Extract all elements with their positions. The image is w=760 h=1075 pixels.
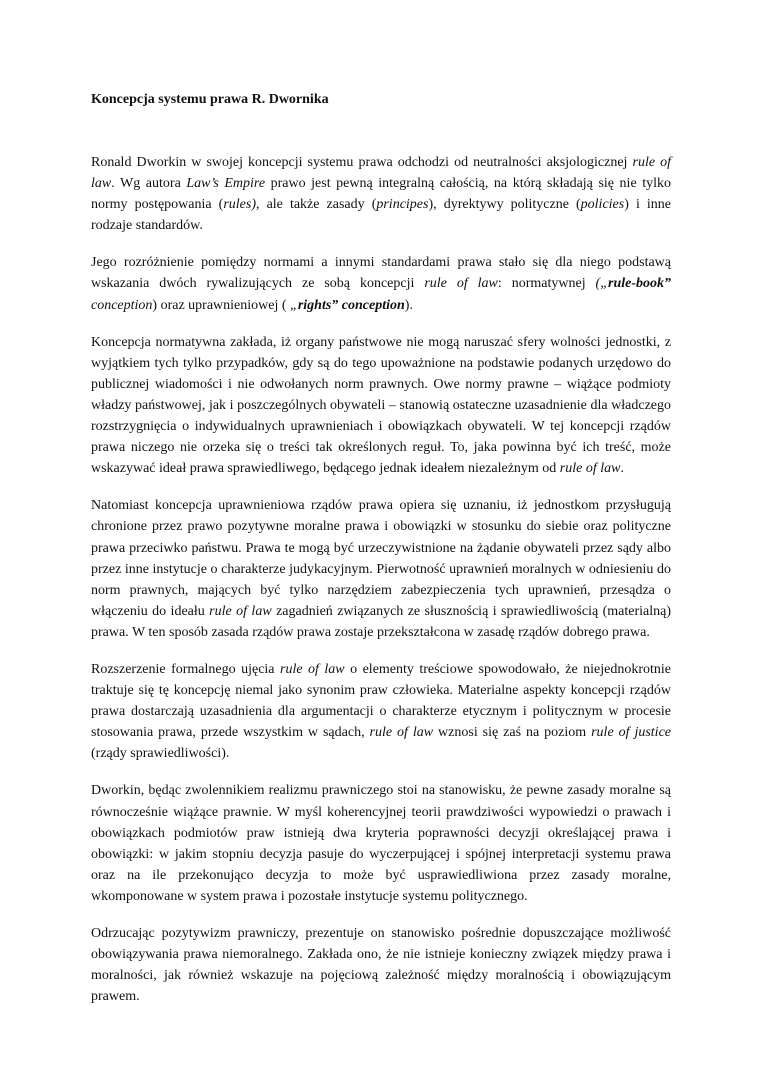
emphasized-text: Law’s Empire bbox=[186, 176, 266, 192]
text-run: . bbox=[620, 461, 624, 477]
text-run: prawo jest pewną integralną całością, na którą składają się nie tylko normy postępowania ( bbox=[91, 176, 671, 213]
emphasized-text: rule of law bbox=[559, 461, 621, 477]
emphasized-text: rule of law bbox=[209, 603, 272, 619]
text-run: Natomiast koncepcja uprawnieniowa rządów prawa opiera się uznaniu, iż jednostkom przysługują chronione przez prawo pozytywne moralne prawa i obowiązki w stosunku do siebie oraz polityczne prawa przeciwko państwu. Prawa te mogą być urzeczywistnione na żądanie obywateli przez sądy albo przez inne instytucje o charakterze judykacyjnym. Pierwotność uprawnień moralnych w odniesieniu do norm prawnych, mających być tylko narzędziem zabezpieczenia tych uprawnień, przesądza o włączeniu do ideału bbox=[91, 498, 671, 619]
emphasized-text: rules) bbox=[223, 197, 256, 213]
emphasized-text: rule of law bbox=[280, 661, 345, 677]
text-run: zagadnień związanych ze słusznością i sprawiedliwością (materialną) prawa. W ten sposób zasada rządów prawa zostaje przekształcona w zasadę rządów dobrego prawa. bbox=[91, 603, 671, 640]
document-body bbox=[91, 152, 671, 1023]
text-run: : normatywnej bbox=[497, 276, 596, 292]
emphasized-text: rule-book” bbox=[608, 276, 671, 292]
paragraph bbox=[91, 495, 671, 643]
paragraph bbox=[91, 252, 671, 315]
paragraph bbox=[91, 923, 671, 1007]
emphasized-text: „ bbox=[290, 297, 298, 313]
emphasized-text: („ bbox=[595, 276, 608, 292]
text-run: , ale także zasady ( bbox=[256, 197, 377, 213]
text-run: Jego rozróżnienie pomiędzy normami a innymi standardami prawa stało się dla niego podstawą wskazania dwóch rywalizujących ze sobą koncepcji bbox=[91, 255, 671, 292]
emphasized-text: rule of law bbox=[91, 155, 671, 192]
text-run: Rozszerzenie formalnego ujęcia bbox=[91, 661, 281, 677]
document-title: Koncepcja systemu prawa R. Dwornika bbox=[91, 92, 329, 107]
text-run: ). bbox=[404, 297, 413, 313]
text-run: o elementy treściowe spowodowało, że niejednokrotnie traktuje się tę koncepcję niemal jako synonim praw człowieka. Materialne aspekty koncepcji rządów prawa dostarczają uzasadnienia dla argumentacji o charakterze etycznym i politycznym w procesie stosowania prawa, przede wszystkim w sądach, bbox=[91, 661, 672, 741]
paragraph bbox=[91, 152, 671, 236]
paragraph bbox=[91, 780, 671, 907]
emphasized-text: rule of law bbox=[369, 725, 434, 741]
emphasized-text: rule of justice bbox=[591, 725, 671, 741]
text-run: Odrzucając pozytywizm prawniczy, prezentuje on stanowisko pośrednie dopuszczające możliwość obowiązywania prawa niemoralnego. Zakłada ono, że nie istnieje konieczny związek między prawa i moralności, jak również wskazuje na pojęciową zależność między moralnością i obowiązującym prawem. bbox=[91, 926, 671, 1005]
emphasized-text: conception bbox=[91, 297, 153, 313]
text-run: . Wg autora bbox=[111, 176, 187, 192]
text-run: wznosi się zaś na poziom bbox=[433, 725, 592, 741]
text-run: Koncepcja normatywna zakłada, iż organy państwowe nie mogą naruszać sfery wolności jednostki, z wyjątkiem tych tylko przypadków, gdy są do tego upoważnione na podstawie podanych urzędowo do publicznej wiadomości i nie odwołanych norm prawnych. Owe normy prawne – wiążące podmioty władzy państwowej, jak i poszczególnych obywateli – stanowią ostateczne uzasadnienie dla władczego rozstrzygnięcia o indywidualnych uprawnieniach i obowiązkach obywateli. W tej koncepcji rządów prawa niczego nie orzeka się o treści tak określonych reguł. To, jaka powinna być ich treść, może wskazywać ideał prawa sprawiedliwego, będącego jednak ideałem niezależnym od bbox=[91, 334, 671, 477]
emphasized-text: policies bbox=[580, 197, 625, 213]
text-run: Ronald Dworkin w swojej koncepcji systemu prawa odchodzi od neutralności aksjologicznej bbox=[91, 155, 633, 170]
emphasized-text: rights” conception bbox=[297, 297, 405, 313]
emphasized-text: principes bbox=[376, 197, 429, 213]
emphasized-text: rule of law bbox=[424, 276, 498, 292]
text-run: ), dyrektywy polityczne ( bbox=[428, 197, 581, 213]
text-run: ) i inne rodzaje standardów. bbox=[91, 197, 671, 234]
paragraph bbox=[91, 332, 671, 480]
text-run: (rządy sprawiedliwości). bbox=[91, 746, 230, 762]
text-run: Dworkin, będąc zwolennikiem realizmu prawniczego stoi na stanowisku, że pewne zasady moralne są równocześnie wiążące prawnie. W myśl koherencyjnej teorii prawdziwości wypowiedzi o prawach i obowiązkach podmiotów praw istnieją dwa kryteria poprawności decyzji określającej prawa i obowiązki: w jakim stopniu decyzja pasuje do wyczerpującej i spójnej interpretacji systemu prawa oraz na ile przekonująco decyzja to może być usprawiedliwiona przez zasady moralne, wkomponowane w system prawa i pozostałe instytucje systemu politycznego. bbox=[91, 783, 671, 904]
paragraph bbox=[91, 659, 671, 764]
text-run: ) oraz uprawnieniowej ( bbox=[152, 297, 291, 313]
